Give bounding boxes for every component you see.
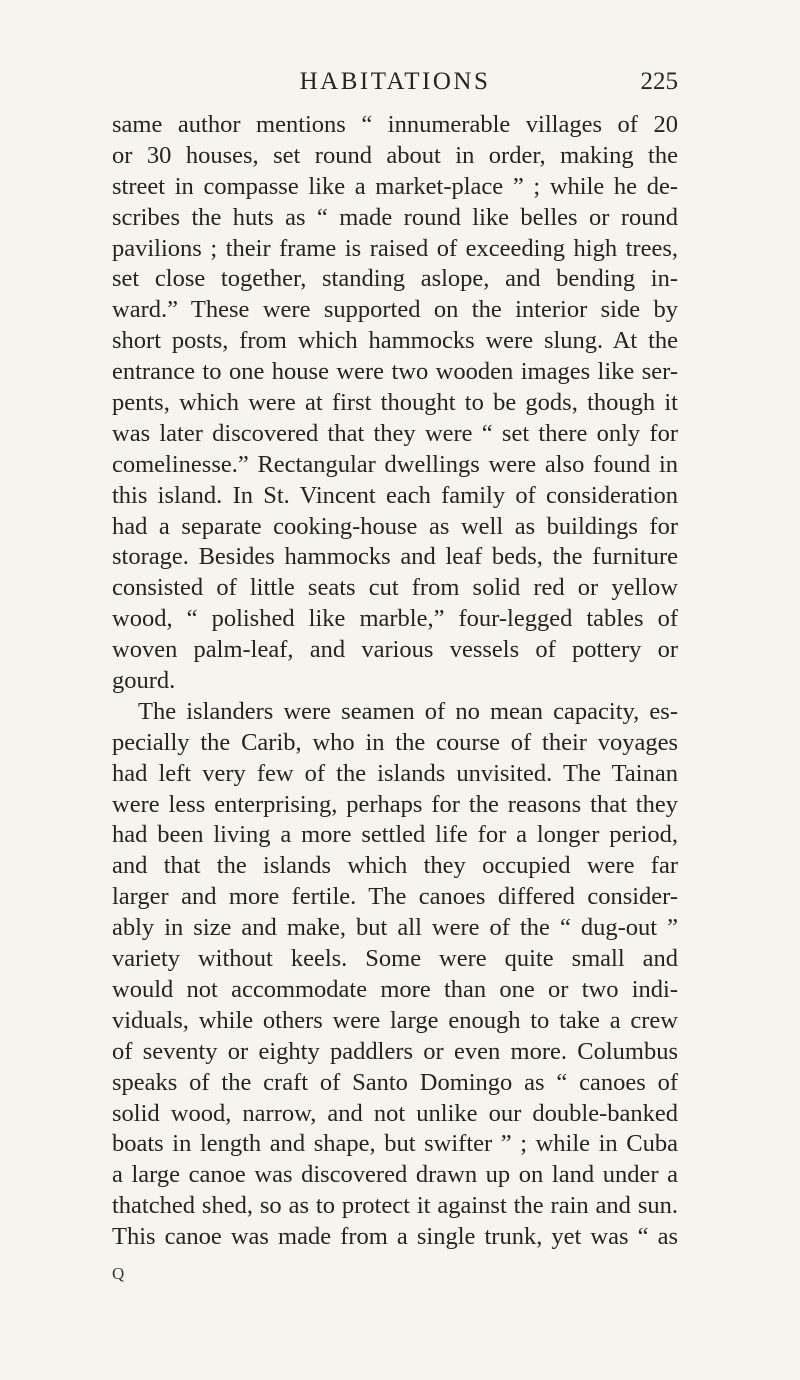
text-line: or 30 houses, set round about in order, making the: [112, 141, 678, 169]
text-line: boats in length and shape, but swifter ” ; while in Cuba: [112, 1130, 678, 1158]
text-line: This canoe was made from a single trunk, yet was “ as: [112, 1223, 678, 1251]
running-head: [112, 62, 678, 102]
text-line: scribes the huts as “ made round like belles or round: [112, 203, 678, 231]
body-text: [112, 110, 678, 1253]
page-number: 225: [640, 68, 678, 95]
text-line: same author mentions “ innumerable villages of 20: [112, 111, 678, 138]
text-line: pavilions ; their frame is raised of exceeding high trees,: [112, 234, 678, 262]
running-title: HABITATIONS: [299, 68, 491, 95]
text-line: a large canoe was discovered drawn up on land under a: [112, 1161, 678, 1189]
text-line: had a separate cooking-house as well as buildings for: [112, 512, 678, 540]
text-line: street in compasse like a market-place ” ; while he de-: [112, 172, 678, 200]
text-line: had left very few of the islands unvisited. The Tainan: [112, 759, 678, 787]
text-line: pecially the Carib, who in the course of their voyages: [112, 728, 678, 756]
text-line: solid wood, narrow, and not unlike our double-banked: [112, 1099, 678, 1127]
text-line: short posts, from which hammocks were slung. At the: [112, 327, 678, 355]
text-line: set close together, standing aslope, and bending in-: [112, 265, 678, 293]
text-line: ward.” These were supported on the interior side by: [112, 296, 678, 324]
text-line: woven palm-leaf, and various vessels of pottery or: [112, 636, 678, 664]
text-line: of seventy or eighty paddlers or even more. Columbus: [112, 1037, 678, 1065]
text-line: and that the islands which they occupied were far: [112, 852, 678, 880]
text-line: consisted of little seats cut from solid red or yellow: [112, 574, 678, 602]
text-line: variety without keels. Some were quite small and: [112, 945, 678, 973]
signature-mark: Q: [112, 1264, 125, 1283]
text-line: were less enterprising, perhaps for the reasons that they: [112, 790, 678, 818]
text-line: comelinesse.” Rectangular dwellings were also found in: [112, 450, 678, 478]
text-line: would not accommodate more than one or two indi-: [112, 975, 678, 1003]
text-line: viduals, while others were large enough to take a crew: [112, 1006, 678, 1034]
text-line: larger and more fertile. The canoes differed consider-: [112, 883, 678, 911]
text-line: had been living a more settled life for a longer period,: [112, 821, 678, 849]
text-line: thatched shed, so as to protect it against the rain and sun.: [112, 1192, 678, 1220]
text-line: speaks of the craft of Santo Domingo as “ canoes of: [112, 1068, 678, 1096]
text-line: was later discovered that they were “ set there only for: [112, 419, 678, 447]
text-line: ably in size and make, but all were of the “ dug-out ”: [112, 914, 678, 942]
text-line: this island. In St. Vincent each family of consideration: [112, 481, 678, 509]
text-line: wood, “ polished like marble,” four-legged tables of: [112, 605, 678, 633]
text-line: entrance to one house were two wooden images like ser-: [112, 358, 678, 386]
text-line: pents, which were at first thought to be gods, though it: [112, 389, 678, 417]
text-line: storage. Besides hammocks and leaf beds, the furniture: [112, 543, 678, 571]
text-line: The islanders were seamen of no mean capacity, es-: [138, 697, 678, 725]
text-line: gourd.: [112, 667, 176, 695]
